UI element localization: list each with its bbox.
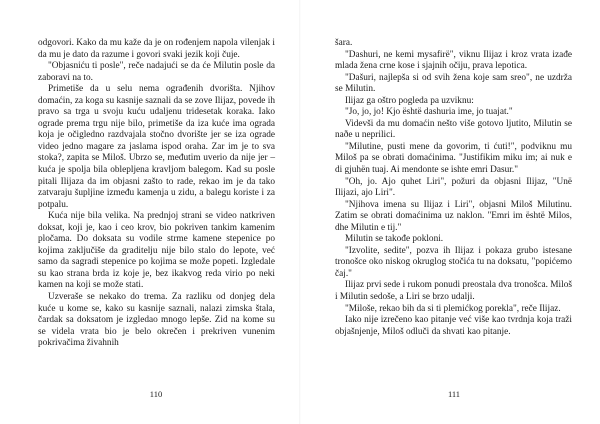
paragraph: "Miloše, rekao bih da si ti plemićkog porekla", reče Ilijaz. [345,303,561,314]
paragraph: Milutin se takođe pokloni. [345,234,444,245]
paragraph: Videvši da mu domaćin nešto više gotovo ljutito, Milutin se naðe u neprilici. [335,118,572,141]
page-number: 110 [149,389,163,399]
paragraph: Primetiše da u selu nema ograđenih dvorišta. Njihov domaćin, za koga su kasnije saznali da se zove Ilijaz, povede ih pravo sa trga u svoju kuću udaljenu tridesetak koraka. Iako ograde prema trgu nije bilo, primetiše da iza kuće ima ograda koja je očigledno razdvajala stočno dvorište jer se iza ograde video jedno magare za jaslama ispod oraha. Zar im je to sva stoka?, zapita se Miloš. Ubrzo se, međutim uverio da nije jer – kuća je spolja bila oblepljena kravljom balegom. Kad su posle pitali Ilijaza da im objasni zašto to rade, rekao im je da tako zatvaraju šupljine između kamenja u zidu, a balegu koriste i za potpalu. [38,84,275,210]
paragraph: Uzveraše se nekako do trema. Za razliku od donjeg dela kuće u kome se, kako su kasnije saznali, nalazi zimska štala, čardak sa doksatom je izgledao mnogo lepše. Zid na kome su se videla vrata bio je belo okrečen i prekriven vunenim pokrivačima živahnih [38,292,275,349]
paragraph: "Njihova imena su Ilijaz i Liri", objasni Miloš Milutinu. Zatim se obrati domaćinima uz naklon. "Emri im është Milos, dhe Milutin e tij." [335,199,572,233]
paragraph: "Dashuri, ne kemi mysafirë", viknu Ilijaz i kroz vrata izađe mlada žena crne kose i sjajnih očiju, prava lepotica. [335,49,572,72]
page-number: 111 [447,389,461,399]
paragraph: Iako nije izrečeno kao pitanje već više kao tvrdnja koja traži objašnjenje, Miloš odluči da shvati kao pitanje. [335,315,572,337]
paragraph: "Jo, jo, jo! Kjo është dashuria ime, jo tuajat." [345,107,513,118]
paragraph: šara. [335,38,353,48]
paragraph: "Dašuri, najlepša si od svih žena koje sam sreo", ne uzdrža se Milutin. [335,72,572,95]
paragraph: "Milutine, pusti mene da govorim, ti ćuti!", podviknu mu Miloš pa se obrati domaćinima. "Justifikim miku im; ai nuk e di gjuhën tuaj. Ai mendonte se ishte emri Dasur." [335,141,572,176]
paragraph: Ilijaz prvi sede i rukom ponudi preostala dva tronošca. Miloš i Milutin sedoše, a Liri se brzo udalji. [335,280,572,303]
paragraph: odgovori. Kako da mu kaže da je on rođenjem napola vilenjak i da mu je dato da razume i govori svaki jezik koji čuje. [38,38,275,60]
paragraph: "Objasniću ti posle", reče nadajući se da će Milutin posle da zaboravi na to. [38,61,275,83]
paragraph: "Izvolite, sedite", pozva ih Ilijaz i pokaza grubo istesane tronošce oko niskog okruglog stočića tu na doksatu, "popićemo čaj." [335,245,572,279]
paragraph: Kuća nije bila velika. Na prednjoj strani se video natkriven doksat, koji je, kao i ceo krov, bio pokriven tankim kamenim pločama. Do doksata su vodile strme kamene stepenice po kojima zaključiše da graditelju nije bilo stalo do lepote, već samo da sagradi stepenice po kojima se može popeti. Izgledale su kao strana brda iz koje je, bez ikakvog reda virio po neki kamen na koji se može stati. [38,211,275,291]
right-text-column [335,38,572,338]
paragraph: "Oh, jo. Ajo quhet Liri", požuri da objasni Ilijaz, "Unë Ilijazi, ajo Liri". [335,176,572,199]
left-text-column [38,38,275,350]
paragraph: Ilijaz ga oštro pogleda pa uzviknu: [345,95,474,106]
right-page [300,0,600,424]
